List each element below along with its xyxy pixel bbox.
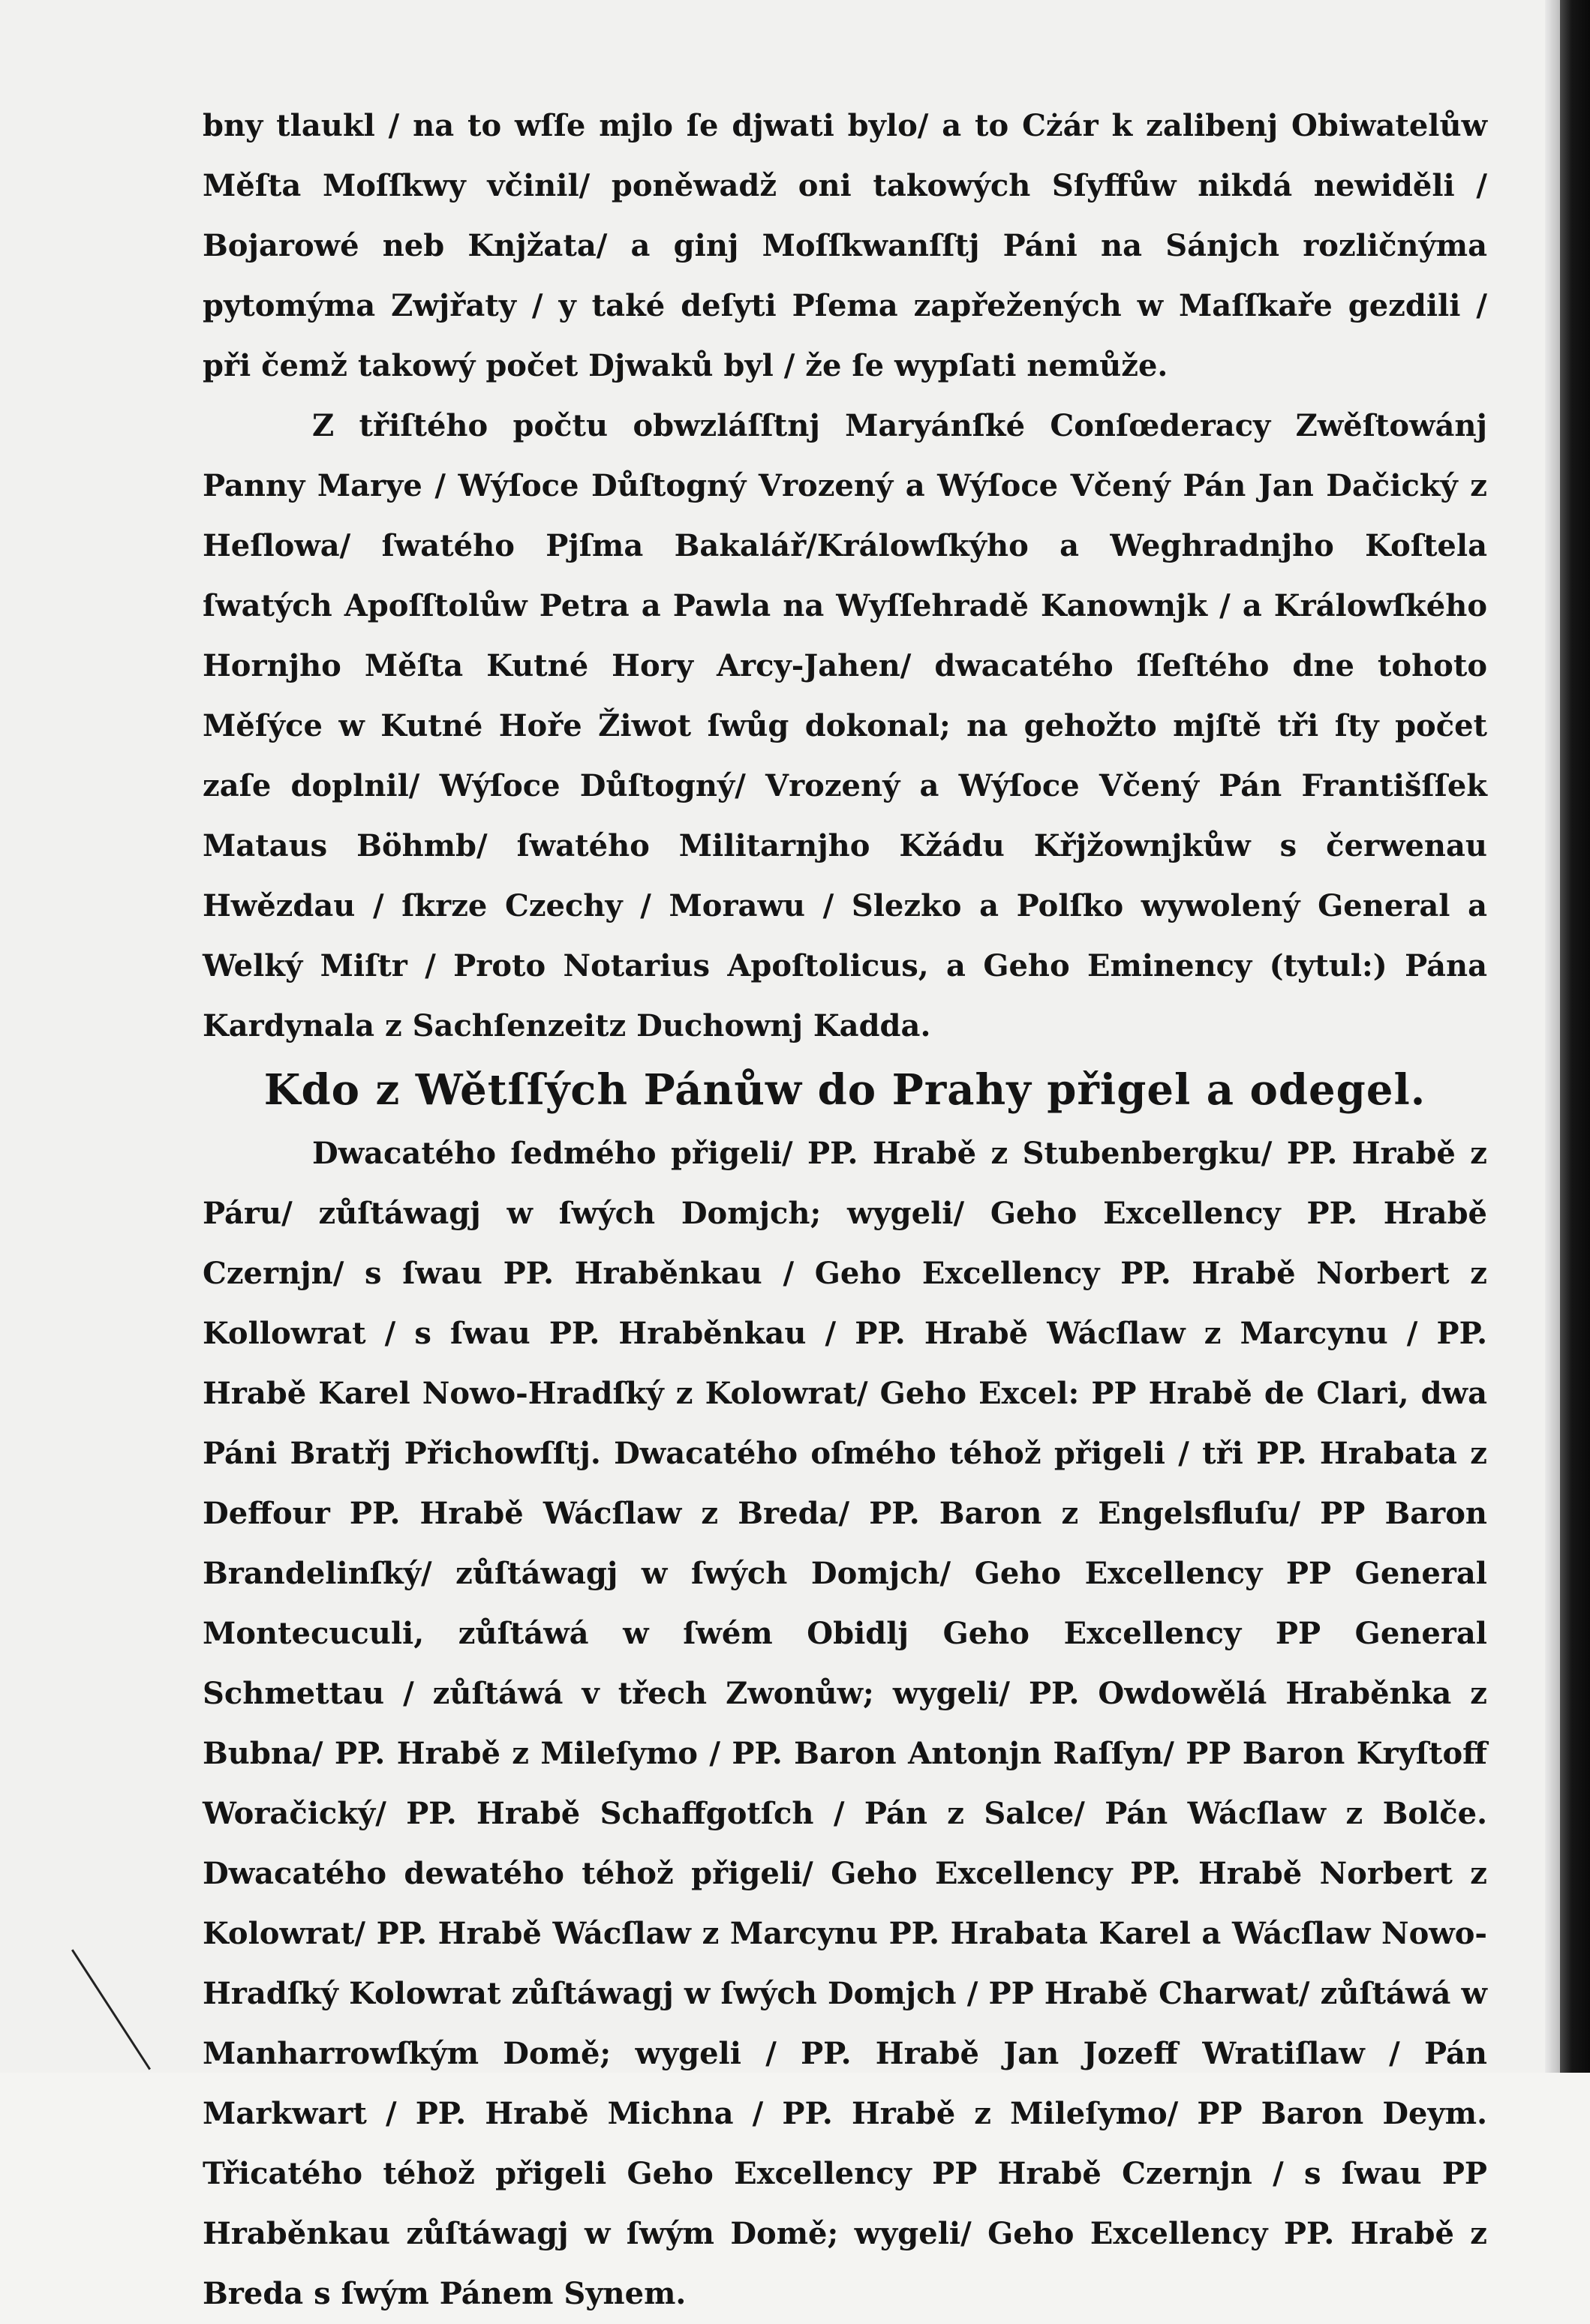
paragraph-3: Dwacatého ſedmého přigeli/ PP. Hrabě z Stubenbergku/ PP. Hrabě z Páru/ zůſtáwagj w ſwých Domjch; wygeli/ Geho Excellency PP. Hrabě Czernjn/ s ſwau PP. Hraběnkau / Geho Excellency PP. Hrabě Norbert z Kollowrat / s ſwau PP. Hraběnkau / PP. Hrabě Wácſlaw z Marcynu / PP. Hrabě Karel Nowo-Hradſký z Kolowrat/ Geho Excel: PP Hrabě de Clari, dwa Páni Bratřj Přichowſſtj. Dwacatého oſmého téhož přigeli / tři PP. Hrabata z Deffour PP. Hrabě Wácſlaw z Breda/ PP. Baron z Engelsfluſu/ PP Baron Brandelinſký/ zůſtáwagj w ſwých Domjch/ Geho Excellency PP General Montecuculi, zůſtáwá w ſwém Obidlj Geho Excellency PP General Schmettau / zůſtáwá v třech Zwonůw; wygeli/ PP. Owdowělá Hraběnka z Bubna/ PP. Hrabě z Mileſymo / PP. Baron Antonjn Raſſyn/ PP Baron Kryſtoff Woračický/ PP. Hrabě Schaffgotſch / Pán z Salce/ Pán Wácſlaw z Bolče. Dwacatého dewatého téhož přigeli/ Geho Excellency PP. Hrabě Norbert z Kolowrat/ PP. Hrabě Wácſlaw z Marcynu PP. Hrabata Karel a Wácſlaw Nowo-Hradſký Kolowrat zůſtáwagj w ſwých Domjch / PP Hrabě Charwat/ zůſtáwá w Manharrowſkým Domě; wygeli / PP. Hrabě Jan Jozeff Wratiſlaw / Pán Markwart / PP. Hrabě Michna / PP. Hrabě z Mileſymo/ PP Baron Deym. Třicatého téhož přigeli Geho Excellency PP Hrabě Czernjn / s ſwau PP Hraběnkau zůſtáwagj w ſwým Domě; wygeli/ Geho Excellency PP. Hrabě z Breda s ſwým Pánem Synem. xyxy=(203,1136,1487,2311)
page-edge-shadow xyxy=(1545,0,1560,2073)
text-body xyxy=(203,96,1487,2324)
section-heading: Kdo z Wětſſých Pánůw do Prahy přigel a odegel. xyxy=(263,1065,1426,1115)
paragraph-1: bny tlaukl / na to wſſe mjlo ſe djwati bylo/ a to Cżár k zalibenj Obiwatelůw Měſta Moſſkwy včinil/ poněwadž oni takowých Sſyffůw nikdá newiděli / Bojarowé neb Knjžata/ a ginj Moſſkwanſſtj Páni na Sánjch rozličnýma pytomýma Zwjřaty / y také deſyti Pſema zapřežených w Maſſkaře gezdili / při čemž takowý počet Djwaků byl / že ſe wypſati nemůže. xyxy=(203,108,1487,383)
book-binding-edge xyxy=(1560,0,1590,2073)
paragraph-2: Z třiſtého počtu obwzláſſtnj Maryánſké Conſœderacy Zwěſtowánj Panny Marye / Wýſoce Důſtogný Vrozený a Wýſoce Včený Pán Jan Dačický z Heſlowa/ ſwatého Pjſma Bakalář/Králowſkýho a Weghradnjho Koſtela ſwatých Apoſſtolůw Petra a Pawla na Wyſſehradě Kanownjk / a Králowſkého Hornjho Měſta Kutné Hory Arcy-Jahen/ dwacatého ſſeſtého dne tohoto Měſýce w Kutné Hoře Žiwot ſwůg dokonal; na gehožto mjſtě tři ſty počet zaſe doplnil/ Wýſoce Důſtogný/ Vrozený a Wýſoce Včený Pán Františſſek Mataus Böhmb/ ſwatého Militarnjho Kžádu Křjžownjkůw s čerwenau Hwězdau / ſkrze Czechy / Morawu / Slezko a Polſko wywolený General a Welký Miſtr / Proto Notarius Apoſtolicus, a Geho Eminency (tytul:) Pána Kardynala z Sachſenzeitz Duchownj Kadda. xyxy=(203,408,1487,1043)
